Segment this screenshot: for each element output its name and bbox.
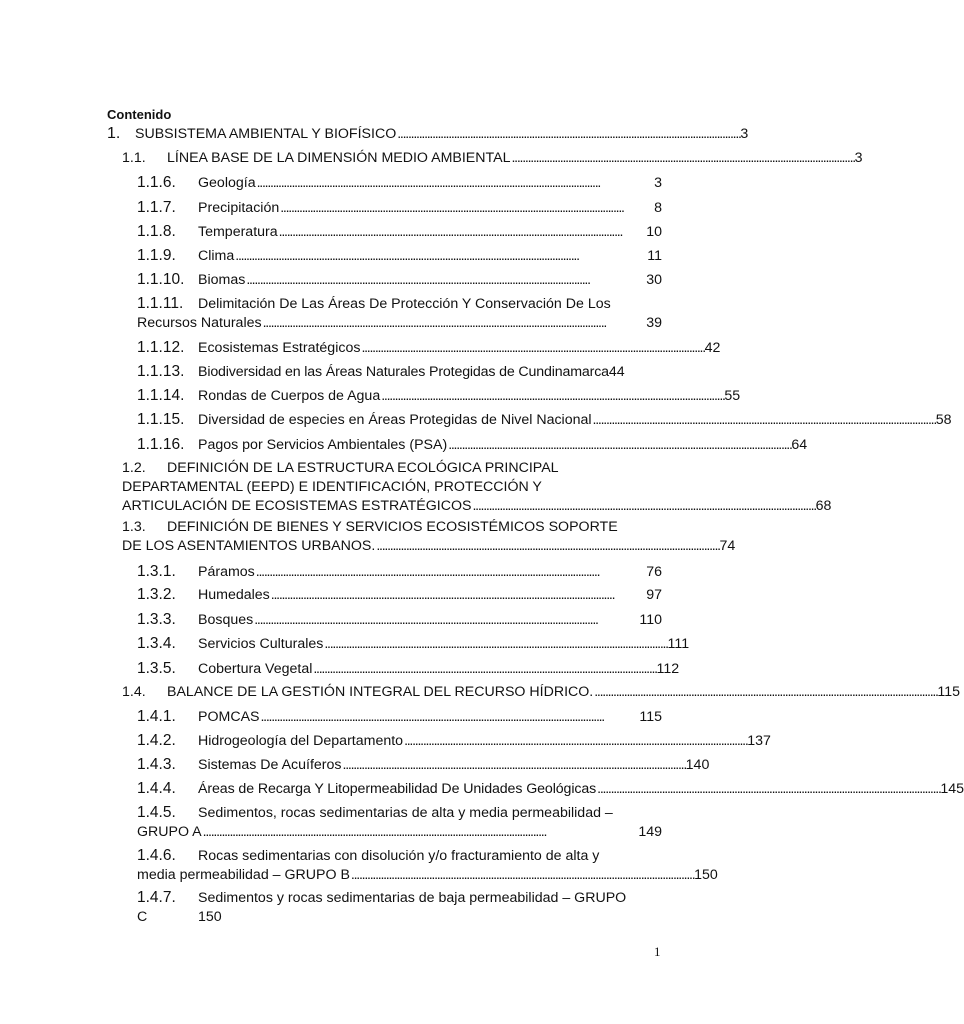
toc-entry-title: Geología bbox=[198, 175, 256, 191]
toc-entry-page: 137 bbox=[747, 733, 771, 749]
toc-entry[interactable] bbox=[137, 803, 662, 842]
toc-entry-page: 74 bbox=[719, 538, 736, 554]
toc-leader-dots bbox=[594, 683, 936, 702]
toc-entry-number: 1.3. bbox=[122, 519, 146, 535]
toc-entry[interactable] bbox=[137, 410, 952, 430]
toc-entry-page: 68 bbox=[815, 498, 832, 514]
toc-entry-number: 1.1.14. bbox=[137, 387, 185, 404]
toc-entry-number: 1.1.9. bbox=[137, 247, 176, 264]
toc-entry-page: 64 bbox=[791, 437, 808, 453]
toc-entry-title: Sedimentos y rocas sedimentarias de baja permeabilidad – GRUPO bbox=[198, 890, 627, 906]
toc-entry[interactable] bbox=[137, 731, 771, 751]
toc-entry-page: 112 bbox=[656, 661, 680, 677]
toc-entry-title: Áreas de Recarga Y Litopermeabilidad De Unidades Geológicas bbox=[198, 781, 597, 797]
toc-entry[interactable] bbox=[137, 435, 808, 455]
toc-entry-number: 1.1.10. bbox=[137, 271, 185, 288]
toc-leader-dots bbox=[597, 780, 939, 799]
toc-leader-dots bbox=[511, 149, 853, 168]
toc-entry-page: 39 bbox=[646, 315, 662, 331]
toc-entry[interactable] bbox=[137, 659, 680, 679]
toc-entry-title: POMCAS bbox=[198, 709, 260, 725]
toc-entry-page: 115 bbox=[639, 709, 662, 725]
toc-entry-title: Biomas bbox=[198, 272, 246, 288]
toc-entry-title: DEFINICIÓN DE LA ESTRUCTURA ECOLÓGICA PRINCIPAL bbox=[167, 460, 559, 476]
toc-entry-page: 140 bbox=[685, 757, 710, 773]
toc-entry-title: Sedimentos, rocas sedimentarias de alta y media permeabilidad – bbox=[198, 805, 613, 821]
toc-entry-number: 1.4.2. bbox=[137, 732, 176, 749]
toc-leader-dots bbox=[271, 586, 645, 605]
toc-entry-title: Ecosistemas Estratégicos bbox=[198, 340, 361, 356]
toc-entry[interactable] bbox=[137, 585, 662, 605]
toc-entry-page: 97 bbox=[646, 587, 662, 603]
toc-entry-number: 1. bbox=[107, 125, 121, 142]
toc-entry-title: Humedales bbox=[198, 587, 270, 603]
toc-entry-title: Delimitación De Las Áreas De Protección Y Conservación De Los bbox=[198, 296, 611, 312]
toc-entry-number: 1.1.15. bbox=[137, 411, 185, 428]
toc-entry[interactable] bbox=[137, 270, 662, 290]
toc-entry-number: 1.4. bbox=[122, 684, 146, 700]
toc-leader-dots bbox=[361, 339, 703, 358]
toc-entry[interactable] bbox=[137, 362, 662, 382]
toc-entry-title: Cobertura Vegetal bbox=[198, 661, 313, 677]
toc-entry-title: Bosques bbox=[198, 612, 254, 628]
toc-heading: Contenido bbox=[107, 107, 172, 122]
toc-entry-number: 1.4.1. bbox=[137, 708, 176, 725]
toc-entry-page: 149 bbox=[638, 824, 662, 840]
toc-entry-title: Temperatura bbox=[198, 224, 278, 240]
toc-entry-title: Sistemas De Acuíferos bbox=[198, 757, 342, 773]
toc-entry-number: 1.1.8. bbox=[137, 223, 176, 240]
toc-entry-page: 150 bbox=[198, 909, 222, 925]
toc-entry-number: 1.4.5. bbox=[137, 804, 176, 821]
toc-leader-dots bbox=[257, 174, 654, 193]
toc-entry-page: 76 bbox=[646, 564, 662, 580]
toc-entry-number: 1.4.7. bbox=[137, 889, 176, 906]
toc-leader-dots bbox=[448, 436, 790, 455]
toc-entry-number: 1.3.2. bbox=[137, 586, 176, 603]
toc-entry-page: 150 bbox=[694, 867, 718, 883]
toc-entry[interactable] bbox=[137, 222, 662, 242]
toc-leader-dots bbox=[593, 411, 935, 430]
toc-entry[interactable] bbox=[107, 124, 749, 144]
toc-entry-title-continued: GRUPO A bbox=[137, 824, 202, 840]
toc-entry-title-continued: media permeabilidad – GRUPO B bbox=[137, 867, 350, 883]
toc-entry[interactable] bbox=[137, 634, 690, 654]
toc-leader-dots bbox=[280, 199, 653, 218]
toc-entry-title: Rondas de Cuerpos de Agua bbox=[198, 388, 381, 404]
toc-leader-dots bbox=[473, 497, 815, 516]
toc-entry-page: 3 bbox=[854, 150, 863, 166]
toc-entry[interactable] bbox=[137, 610, 662, 630]
toc-entry-title: DEFINICIÓN DE BIENES Y SERVICIOS ECOSISTÉMICOS SOPORTE bbox=[167, 519, 618, 535]
toc-leader-dots bbox=[404, 732, 746, 751]
toc-entry-number: 1.1.7. bbox=[137, 199, 176, 216]
toc-entry[interactable] bbox=[137, 846, 718, 885]
toc-entry-page: 145 bbox=[940, 781, 964, 797]
toc-entry-number: 1.1. bbox=[122, 150, 146, 166]
toc-entry[interactable] bbox=[137, 707, 662, 727]
toc-entry-title: Rocas sedimentarias con disolución y/o fracturamiento de alta y bbox=[198, 848, 600, 864]
toc-leader-dots bbox=[343, 756, 685, 775]
toc-entry-page: 11 bbox=[647, 248, 662, 264]
toc-entry-number: 1.1.6. bbox=[137, 174, 176, 191]
toc-entry[interactable] bbox=[137, 294, 662, 333]
toc-entry-page: 42 bbox=[704, 340, 721, 356]
toc-entry-title-continued: DEPARTAMENTAL (EEPD) E IDENTIFICACIÓN, PROTECCIÓN Y bbox=[122, 479, 542, 495]
toc-entry-number: 1.1.11. bbox=[137, 295, 184, 312]
toc-entry[interactable] bbox=[137, 246, 662, 266]
toc-entry[interactable] bbox=[137, 755, 710, 775]
toc-entry-number: 1.2. bbox=[122, 460, 146, 476]
toc-entry-number: 1.4.3. bbox=[137, 756, 176, 773]
toc-leader-dots bbox=[397, 125, 739, 144]
toc-leader-dots bbox=[256, 563, 645, 582]
toc-entry-page: 44 bbox=[608, 364, 625, 380]
toc-entry[interactable] bbox=[137, 198, 662, 218]
toc-entry-title: BALANCE DE LA GESTIÓN INTEGRAL DEL RECURSO HÍDRICO. bbox=[167, 684, 594, 700]
toc-entry-page: 55 bbox=[724, 388, 741, 404]
toc-entry-title: Pagos por Servicios Ambientales (PSA) bbox=[198, 437, 448, 453]
toc-entry-page: 10 bbox=[646, 224, 662, 240]
toc-entry-number: 1.4.6. bbox=[137, 847, 176, 864]
toc-entry-number: 1.1.13. bbox=[137, 363, 185, 380]
page-number: 1 bbox=[654, 944, 661, 959]
toc-entry-page: 58 bbox=[935, 412, 952, 428]
toc-entry[interactable] bbox=[137, 888, 662, 927]
toc-entry-page: 3 bbox=[654, 175, 662, 191]
toc-entry-page: 8 bbox=[654, 200, 662, 216]
toc-entry-title: Biodiversidad en las Áreas Naturales Protegidas de Cundinamarca bbox=[198, 364, 609, 380]
toc-entry-title-continued: C bbox=[137, 909, 148, 925]
toc-entry-page: 110 bbox=[639, 612, 662, 628]
toc-entry-title: Hidrogeología del Departamento bbox=[198, 733, 404, 749]
toc-leader-dots bbox=[235, 247, 646, 266]
toc-leader-dots bbox=[376, 537, 718, 556]
toc-entry[interactable] bbox=[137, 562, 662, 582]
toc-entry-page: 30 bbox=[646, 272, 662, 288]
toc-leader-dots bbox=[254, 611, 638, 630]
toc-entry-title: Clima bbox=[198, 248, 235, 264]
toc-leader-dots bbox=[351, 866, 693, 885]
toc-entry-title: SUBSISTEMA AMBIENTAL Y BIOFÍSICO bbox=[135, 126, 397, 142]
toc-entry[interactable] bbox=[137, 173, 662, 193]
toc-entry-number: 1.1.12. bbox=[137, 339, 185, 356]
toc-entry-number: 1.3.3. bbox=[137, 611, 176, 628]
toc-leader-dots bbox=[279, 223, 646, 242]
toc-entry-number: 1.1.16. bbox=[137, 436, 185, 453]
toc-entry[interactable] bbox=[137, 779, 964, 799]
toc-entry-title: Páramos bbox=[198, 564, 255, 580]
toc-entry-number: 1.4.4. bbox=[137, 780, 176, 797]
toc-entry-page: 111 bbox=[667, 636, 690, 652]
toc-leader-dots bbox=[246, 271, 645, 290]
toc-entry-title-continued: Recursos Naturales bbox=[137, 315, 262, 331]
toc-entry[interactable] bbox=[122, 518, 736, 556]
toc-entry[interactable] bbox=[122, 683, 961, 702]
toc-entry-number: 1.3.4. bbox=[137, 635, 176, 652]
toc-entry[interactable] bbox=[122, 149, 863, 168]
toc-entry-title: Diversidad de especies en Áreas Protegidas de Nivel Nacional bbox=[198, 412, 592, 428]
toc-entry[interactable] bbox=[122, 459, 832, 516]
toc-entry-title: Servicios Culturales bbox=[198, 636, 324, 652]
toc-leader-dots bbox=[263, 314, 646, 333]
toc-entry-page: 115 bbox=[937, 684, 961, 700]
toc-leader-dots bbox=[381, 387, 723, 406]
toc-entry-number: 1.3.1. bbox=[137, 563, 176, 580]
toc-entry-number: 1.3.5. bbox=[137, 660, 176, 677]
toc-leader-dots bbox=[261, 708, 639, 727]
toc-entry-title: Precipitación bbox=[198, 200, 280, 216]
toc-leader-dots bbox=[313, 660, 655, 679]
toc-leader-dots bbox=[203, 823, 638, 842]
toc-entry-title-continued: ARTICULACIÓN DE ECOSISTEMAS ESTRATÉGICOS bbox=[122, 498, 472, 514]
toc-entry-title: LÍNEA BASE DE LA DIMENSIÓN MEDIO AMBIENTAL bbox=[167, 150, 511, 166]
toc-entry-title-continued: DE LOS ASENTAMIENTOS URBANOS. bbox=[122, 538, 376, 554]
toc-entry-page: 3 bbox=[740, 126, 749, 142]
toc-entry[interactable] bbox=[137, 338, 721, 358]
toc-leader-dots bbox=[324, 635, 666, 654]
toc-entry[interactable] bbox=[137, 386, 741, 406]
